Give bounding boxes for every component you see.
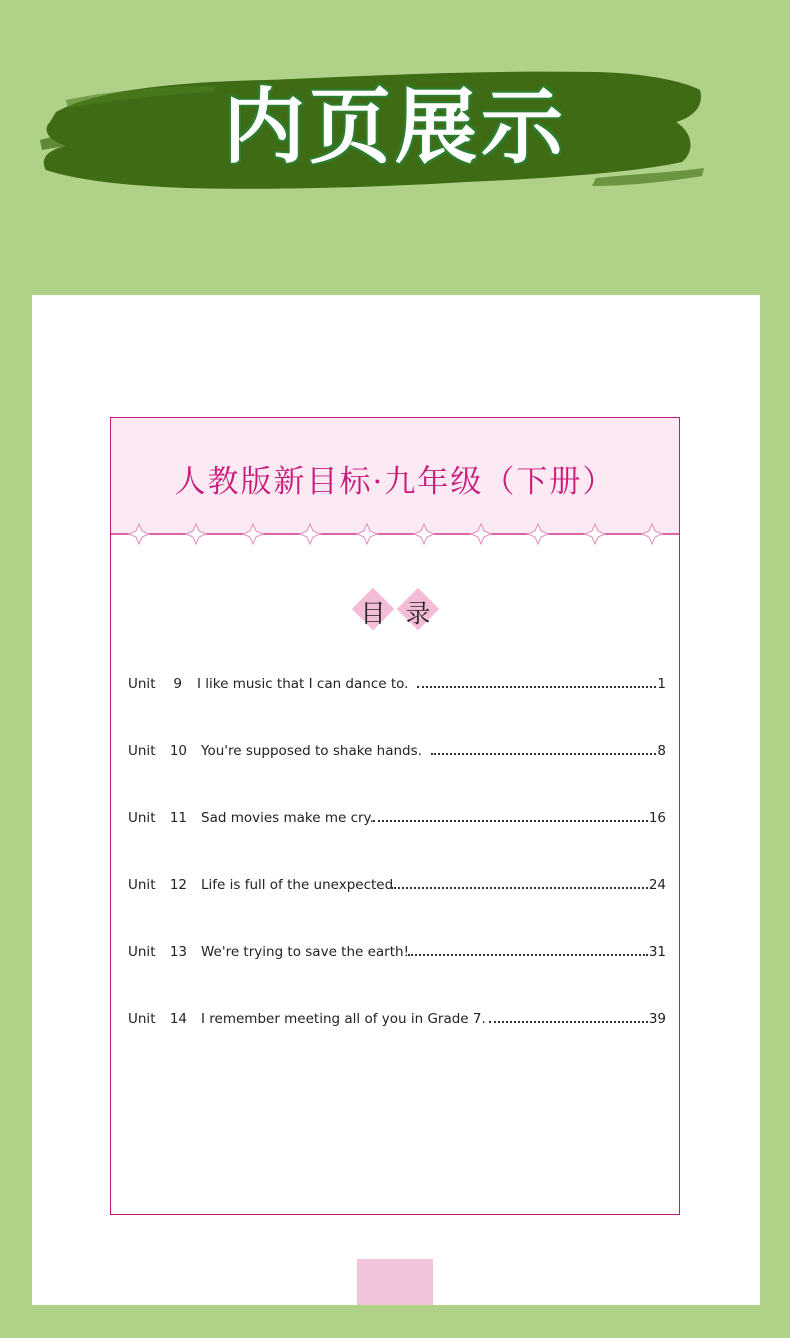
toc-entry[interactable] (128, 676, 666, 698)
toc-entry-title: I like music that I can dance to. (197, 676, 409, 692)
toc-heading-char: 录 (405, 599, 431, 628)
star-icon (129, 524, 149, 544)
toc-unit-number: 9 (173, 676, 182, 692)
toc-entry-title: You're supposed to shake hands. (201, 743, 422, 759)
banner-title: 内页展示 (222, 80, 567, 175)
star-icon (243, 524, 263, 544)
toc-leader-dots (431, 753, 656, 755)
page-tab-marker (357, 1259, 433, 1305)
star-icon (186, 524, 206, 544)
star-icon (471, 524, 491, 544)
toc-unit-label: Unit (128, 944, 156, 960)
toc-entry[interactable] (128, 743, 666, 765)
toc-heading-char: 目 (360, 599, 386, 628)
toc-unit-number: 14 (169, 1011, 187, 1027)
toc-leader-dots (489, 1021, 648, 1023)
toc-unit-label: Unit (128, 810, 156, 826)
toc-unit-number: 13 (169, 944, 187, 960)
star-icon (414, 524, 434, 544)
toc-unit-number: 10 (169, 743, 187, 759)
book-page (110, 417, 680, 1215)
toc-entry-title: I remember meeting all of you in Grade 7. (201, 1011, 486, 1027)
toc-entry[interactable] (128, 877, 666, 899)
book-title: 人教版新目标·九年级（下册） (174, 464, 616, 500)
toc-entry[interactable] (128, 810, 666, 832)
star-icon (357, 524, 377, 544)
toc-page-number: 24 (648, 877, 666, 893)
toc-unit-number: 11 (169, 810, 187, 826)
toc-page-number: 1 (657, 676, 666, 692)
toc-entry-title: Sad movies make me cry. (201, 810, 374, 826)
star-divider (111, 522, 679, 546)
star-icon (642, 524, 662, 544)
toc-entry-title: We're trying to save the earth! (201, 944, 409, 960)
toc-unit-number: 12 (169, 877, 187, 893)
toc-entry-title: Life is full of the unexpected. (201, 877, 398, 893)
toc-page-number: 8 (657, 743, 666, 759)
toc-heading (351, 590, 441, 638)
toc-entry[interactable] (128, 944, 666, 966)
toc-unit-label: Unit (128, 676, 156, 692)
toc-page-number: 31 (648, 944, 666, 960)
star-icon (585, 524, 605, 544)
toc-unit-label: Unit (128, 1011, 156, 1027)
toc-leader-dots (417, 686, 656, 688)
toc-page-number: 16 (648, 810, 666, 826)
toc-page-number: 39 (648, 1011, 666, 1027)
toc-leader-dots (391, 887, 648, 889)
toc-leader-dots (408, 954, 648, 956)
toc-entry[interactable] (128, 1011, 666, 1033)
toc-unit-label: Unit (128, 743, 156, 759)
star-icon (528, 524, 548, 544)
star-icon (300, 524, 320, 544)
toc-unit-label: Unit (128, 877, 156, 893)
toc-leader-dots (373, 820, 648, 822)
